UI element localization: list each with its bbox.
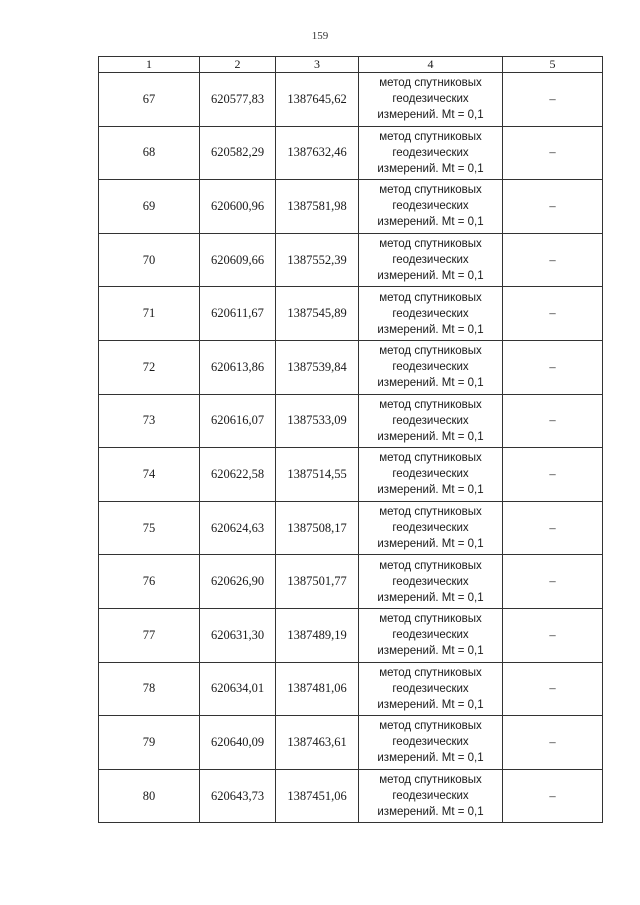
- x-coordinate-cell: 620622,58: [200, 448, 276, 502]
- x-coordinate-cell: 620611,67: [200, 287, 276, 341]
- method-text-line: геодезических: [392, 200, 469, 213]
- x-coordinate-cell: 620600,96: [200, 180, 276, 234]
- point-number-cell: 73: [99, 394, 200, 448]
- y-coordinate-cell: 1387545,89: [276, 287, 359, 341]
- method-cell: [359, 340, 503, 394]
- point-number-cell: 79: [99, 716, 200, 770]
- note-cell: –: [503, 233, 603, 287]
- point-number-cell: 80: [99, 769, 200, 823]
- table-row: [99, 180, 603, 234]
- table-row: [99, 340, 603, 394]
- method-text-line: геодезических: [392, 146, 469, 159]
- method-text-line: метод спутниковых: [379, 720, 482, 733]
- method-cell: [359, 501, 503, 555]
- method-text-line: геодезических: [392, 682, 469, 695]
- y-coordinate-cell: 1387533,09: [276, 394, 359, 448]
- column-header-4: 4: [359, 57, 503, 73]
- method-text-line: измерений. Mt = 0,1: [377, 216, 484, 229]
- point-number-cell: 77: [99, 608, 200, 662]
- x-coordinate-cell: 620631,30: [200, 608, 276, 662]
- table-row: [99, 448, 603, 502]
- note-cell: –: [503, 555, 603, 609]
- point-number-cell: 76: [99, 555, 200, 609]
- method-text-line: измерений. Mt = 0,1: [377, 109, 484, 122]
- y-coordinate-cell: 1387463,61: [276, 716, 359, 770]
- y-coordinate-cell: 1387508,17: [276, 501, 359, 555]
- method-text-line: метод спутниковых: [379, 506, 482, 519]
- table-row: [99, 716, 603, 770]
- method-cell: [359, 769, 503, 823]
- method-text-line: метод спутниковых: [379, 398, 482, 411]
- method-text-line: метод спутниковых: [379, 77, 482, 90]
- method-text-line: метод спутниковых: [379, 774, 482, 787]
- method-cell: [359, 662, 503, 716]
- method-text-line: геодезических: [392, 790, 469, 803]
- note-cell: –: [503, 716, 603, 770]
- method-text-line: метод спутниковых: [379, 345, 482, 358]
- method-cell: [359, 448, 503, 502]
- method-text-line: метод спутниковых: [379, 559, 482, 572]
- x-coordinate-cell: 620643,73: [200, 769, 276, 823]
- note-cell: –: [503, 287, 603, 341]
- column-header-3: 3: [276, 57, 359, 73]
- point-number-cell: 75: [99, 501, 200, 555]
- method-text-line: измерений. Mt = 0,1: [377, 698, 484, 711]
- note-cell: –: [503, 394, 603, 448]
- method-text-line: метод спутниковых: [379, 613, 482, 626]
- column-header-5: 5: [503, 57, 603, 73]
- method-text-line: измерений. Mt = 0,1: [377, 591, 484, 604]
- method-text-line: геодезических: [392, 307, 469, 320]
- method-text-line: измерений. Mt = 0,1: [377, 270, 484, 283]
- method-cell: [359, 555, 503, 609]
- point-number-cell: 69: [99, 180, 200, 234]
- point-number-cell: 72: [99, 340, 200, 394]
- method-text-line: измерений. Mt = 0,1: [377, 806, 484, 819]
- method-cell: [359, 287, 503, 341]
- note-cell: –: [503, 501, 603, 555]
- y-coordinate-cell: 1387552,39: [276, 233, 359, 287]
- note-cell: –: [503, 608, 603, 662]
- point-number-cell: 71: [99, 287, 200, 341]
- method-text-line: геодезических: [392, 93, 469, 106]
- method-text-line: измерений. Mt = 0,1: [377, 377, 484, 390]
- x-coordinate-cell: 620640,09: [200, 716, 276, 770]
- method-text-line: метод спутниковых: [379, 238, 482, 251]
- method-text-line: метод спутниковых: [379, 184, 482, 197]
- method-cell: [359, 180, 503, 234]
- method-text-line: геодезических: [392, 468, 469, 481]
- table-row: [99, 126, 603, 180]
- table-row: [99, 501, 603, 555]
- method-text-line: геодезических: [392, 414, 469, 427]
- table-row: [99, 233, 603, 287]
- point-number-cell: 78: [99, 662, 200, 716]
- table-body: [99, 73, 603, 823]
- x-coordinate-cell: 620616,07: [200, 394, 276, 448]
- note-cell: –: [503, 73, 603, 127]
- point-number-cell: 70: [99, 233, 200, 287]
- y-coordinate-cell: 1387489,19: [276, 608, 359, 662]
- x-coordinate-cell: 620577,83: [200, 73, 276, 127]
- point-number-cell: 68: [99, 126, 200, 180]
- y-coordinate-cell: 1387451,06: [276, 769, 359, 823]
- method-text-line: метод спутниковых: [379, 130, 482, 143]
- method-cell: [359, 126, 503, 180]
- x-coordinate-cell: 620626,90: [200, 555, 276, 609]
- table-row: [99, 287, 603, 341]
- table-row: [99, 73, 603, 127]
- y-coordinate-cell: 1387501,77: [276, 555, 359, 609]
- y-coordinate-cell: 1387632,46: [276, 126, 359, 180]
- x-coordinate-cell: 620582,29: [200, 126, 276, 180]
- note-cell: –: [503, 769, 603, 823]
- method-text-line: измерений. Mt = 0,1: [377, 645, 484, 658]
- coordinates-table: [98, 56, 603, 823]
- column-header-2: 2: [200, 57, 276, 73]
- method-text-line: измерений. Mt = 0,1: [377, 430, 484, 443]
- page-number: 159: [311, 30, 329, 42]
- method-text-line: измерений. Mt = 0,1: [377, 323, 484, 336]
- y-coordinate-cell: 1387514,55: [276, 448, 359, 502]
- method-cell: [359, 394, 503, 448]
- method-text-line: метод спутниковых: [379, 291, 482, 304]
- method-cell: [359, 608, 503, 662]
- note-cell: –: [503, 180, 603, 234]
- method-text-line: метод спутниковых: [379, 452, 482, 465]
- method-text-line: геодезических: [392, 575, 469, 588]
- method-cell: [359, 716, 503, 770]
- note-cell: –: [503, 340, 603, 394]
- method-text-line: геодезических: [392, 254, 469, 267]
- note-cell: –: [503, 662, 603, 716]
- method-text-line: геодезических: [392, 361, 469, 374]
- note-cell: –: [503, 126, 603, 180]
- method-text-line: измерений. Mt = 0,1: [377, 752, 484, 765]
- method-cell: [359, 233, 503, 287]
- x-coordinate-cell: 620624,63: [200, 501, 276, 555]
- note-cell: –: [503, 448, 603, 502]
- y-coordinate-cell: 1387645,62: [276, 73, 359, 127]
- table-row: [99, 608, 603, 662]
- point-number-cell: 67: [99, 73, 200, 127]
- x-coordinate-cell: 620613,86: [200, 340, 276, 394]
- column-header-1: 1: [99, 57, 200, 73]
- table-row: [99, 394, 603, 448]
- table-header-row: [99, 57, 603, 73]
- method-text-line: геодезических: [392, 522, 469, 535]
- method-text-line: измерений. Mt = 0,1: [377, 484, 484, 497]
- point-number-cell: 74: [99, 448, 200, 502]
- y-coordinate-cell: 1387539,84: [276, 340, 359, 394]
- table-row: [99, 769, 603, 823]
- method-text-line: геодезических: [392, 736, 469, 749]
- method-text-line: измерений. Mt = 0,1: [377, 538, 484, 551]
- table-row: [99, 555, 603, 609]
- method-text-line: измерений. Mt = 0,1: [377, 162, 484, 175]
- method-cell: [359, 73, 503, 127]
- method-text-line: геодезических: [392, 629, 469, 642]
- y-coordinate-cell: 1387481,06: [276, 662, 359, 716]
- x-coordinate-cell: 620634,01: [200, 662, 276, 716]
- table-row: [99, 662, 603, 716]
- method-text-line: метод спутниковых: [379, 666, 482, 679]
- y-coordinate-cell: 1387581,98: [276, 180, 359, 234]
- x-coordinate-cell: 620609,66: [200, 233, 276, 287]
